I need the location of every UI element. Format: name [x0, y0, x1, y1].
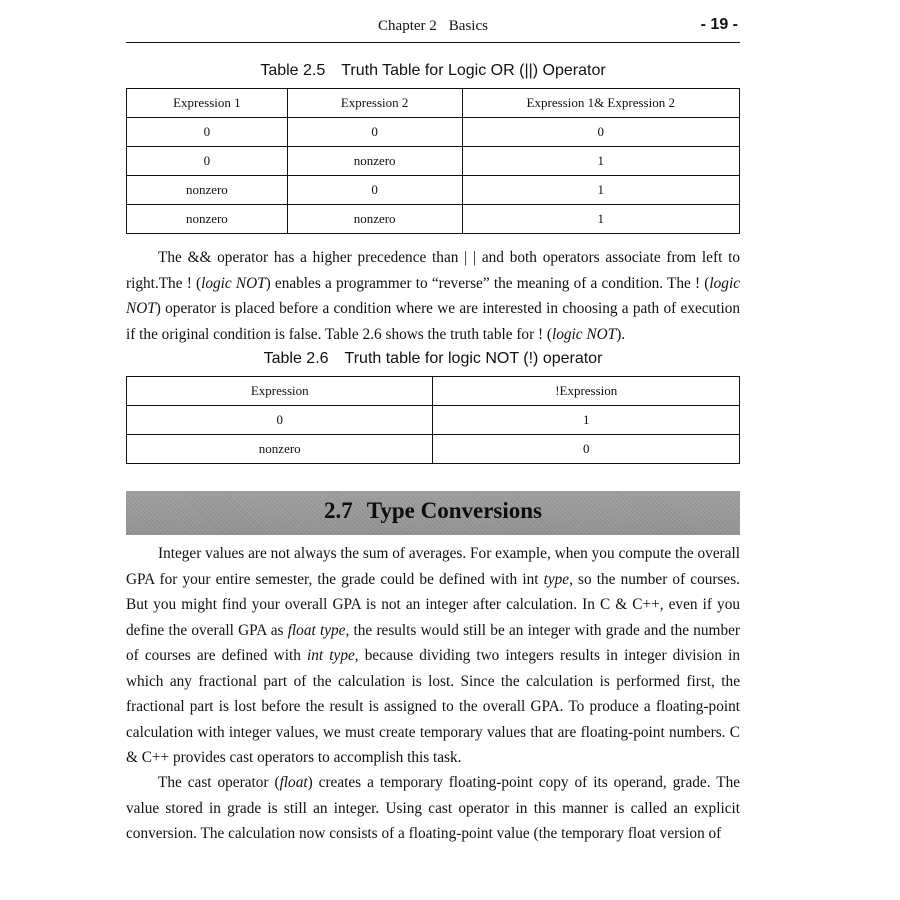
column-header: Expression 1& Expression 2: [462, 89, 740, 118]
section-number: 2.7: [323, 498, 353, 523]
italic-term: int type: [307, 647, 355, 664]
table-cell: 1: [433, 406, 740, 435]
section-banner: [126, 491, 740, 535]
table-2-6-number: Table 2.6: [263, 350, 329, 367]
table-row: [127, 406, 740, 435]
table-2-5-number: Table 2.5: [260, 62, 326, 79]
running-header: [126, 16, 740, 43]
table-cell: 1: [462, 147, 740, 176]
chapter-label: Chapter 2: [378, 18, 437, 34]
table-cell: 0: [287, 118, 462, 147]
table-cell: 0: [287, 176, 462, 205]
table-2-5-caption: [126, 62, 740, 80]
table-cell: nonzero: [127, 435, 433, 464]
table-header-row: [127, 377, 740, 406]
table-cell: 0: [433, 435, 740, 464]
table-2-6-caption: [126, 350, 740, 368]
table-cell: nonzero: [127, 176, 288, 205]
page-number: - 19 -: [700, 16, 738, 33]
section-title: Type Conversions: [366, 498, 543, 523]
table-2-6-title: Truth table for logic NOT (!) operator: [344, 350, 603, 367]
table-cell: nonzero: [287, 205, 462, 234]
table-cell: nonzero: [287, 147, 462, 176]
italic-term: logic NOT: [201, 274, 266, 292]
column-header: !Expression: [433, 377, 740, 406]
table-cell: 1: [462, 205, 740, 234]
table-cell: 0: [127, 147, 288, 176]
paragraph-text: ).: [616, 325, 626, 343]
table-2-6: [126, 376, 740, 464]
paragraph-text: ) creates a temporary floating-point copy of its operand, grade. The value stored in grade is still an integer. Using cast operator in this manner is called an explicit conversion. The calculation now consists of a floating-point value (the temporary float version of: [126, 774, 741, 842]
table-2-5: [126, 88, 740, 234]
section-heading: [126, 498, 740, 524]
table-row: [127, 118, 740, 147]
table-2-5-title: Truth Table for Logic OR (||) Operator: [341, 62, 606, 79]
column-header: Expression: [127, 377, 433, 406]
italic-term: type: [543, 570, 570, 588]
paragraph-text: Integer values are not always the sum of averages. For example, when you compute the overall GPA for your entire semester, the grade could be defined with int: [126, 545, 740, 588]
chapter-title: Basics: [448, 18, 488, 34]
table-header-row: [127, 89, 740, 118]
chapter-heading: [126, 18, 740, 35]
italic-term: float type: [287, 621, 346, 639]
column-header: Expression 2: [287, 89, 462, 118]
paragraph-text: ) enables a programmer to “reverse” the meaning of a condition. The ! (: [265, 274, 710, 292]
paragraph-text: The && operator has a higher precedence than | | and both operators associate from left to right.The ! (: [126, 249, 740, 292]
paragraph-text: The cast operator (: [158, 774, 280, 791]
table-cell: 0: [462, 118, 740, 147]
table-cell: nonzero: [127, 205, 288, 234]
italic-term: float: [279, 774, 308, 791]
table-row: [127, 147, 740, 176]
table-row: [127, 176, 740, 205]
paragraph-text: , the results would still be an integer with grade and the number of courses are defined with: [126, 621, 740, 664]
body-paragraph-2: [126, 541, 740, 771]
table-row: [127, 205, 740, 234]
paragraph-text: , so the number of courses. But you might find your overall GPA is not an integer after calculation. In C & C++, even if you define the overall GPA as: [126, 570, 740, 639]
paragraph-text: ) operator is placed before a condition where we are interested in choosing a path of execution if the original condition is false. Table 2.6 shows the truth table for ! (: [126, 300, 740, 343]
italic-term: logic NOT: [126, 274, 740, 317]
table-cell: 0: [127, 118, 288, 147]
table-cell: 0: [127, 406, 433, 435]
table-row: [127, 435, 740, 464]
italic-term: logic NOT: [552, 325, 617, 343]
paragraph-text: , because dividing two integers results in integer division in which any fractional part of the calculation is lost. Since the calculation is performed first, the fractional part is lost before the result is assigned to the overall GPA. To produce a floating-point calculation with integer values, we must create temporary values that are floating-point numbers. C & C++ provides cast operators to accomplish this task.: [126, 647, 741, 766]
table-cell: 1: [462, 176, 740, 205]
body-paragraph-1: [126, 245, 740, 347]
column-header: Expression 1: [127, 89, 288, 118]
body-paragraph-3: [126, 770, 740, 847]
